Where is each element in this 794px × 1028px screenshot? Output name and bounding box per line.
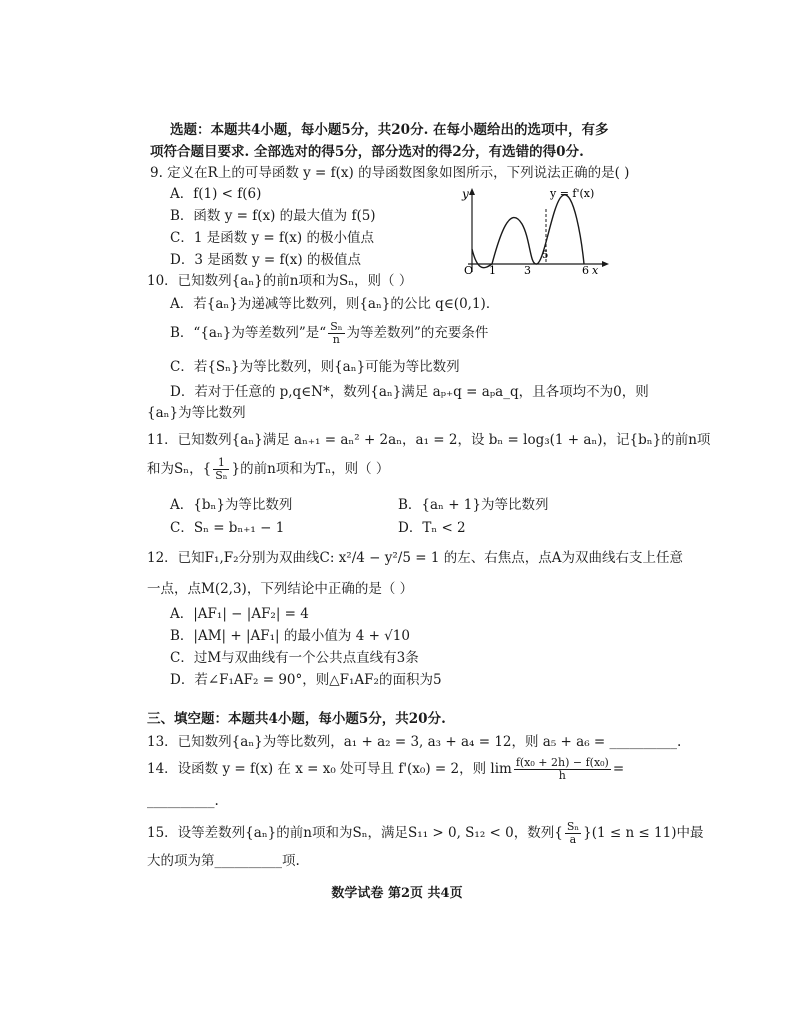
q10-option-a: A．若{aₙ}为递减等比数列，则{aₙ}的公比 q∈(0,1)． [170, 296, 500, 312]
q12-option-a: A．|AF₁| − |AF₂| = 4 [170, 606, 309, 622]
graph-tick-1: 1 [489, 264, 496, 277]
q9-option-c: C．1 是函数 y = f(x) 的极小值点 [170, 230, 374, 246]
q11-stem-line1: 11．已知数列{aₙ}满足 aₙ₊₁ = aₙ² + 2aₙ，a₁ = 2，设 bₙ = log₃(1 + aₙ)，记{bₙ}的前n项 [147, 432, 711, 448]
q14-answer-blank: __________. [147, 793, 219, 809]
q14-post: = [612, 761, 625, 777]
q11-stem-line2 [147, 454, 389, 484]
q12-option-d: D．若∠F₁AF₂ = 90°，则△F₁AF₂的面积为5 [170, 672, 442, 688]
q13-text: 13．已知数列{aₙ}为等比数列，a₁ + a₂ = 3, a₃ + a₄ = 12，则 a₅ + a₆ = __________. [147, 734, 682, 750]
q10-b-post: 为等差数列”的充要条件 [346, 325, 489, 341]
x-axis-arrow [602, 261, 609, 267]
q9-stem: 9. 定义在R上的可导函数 y = f(x) 的导函数图象如图所示，下列说法正确的是( ) [150, 165, 630, 181]
q11-fraction [213, 457, 229, 482]
q11-den: Sₙ [215, 469, 228, 482]
section3-header: 三、填空题：本题共4小题，每小题5分，共20分. [147, 711, 446, 727]
q11-option-c: C．Sₙ = bₙ₊₁ − 1 [170, 520, 285, 536]
derivative-graph [460, 184, 610, 280]
q15-fraction [565, 821, 581, 846]
q10-b-pre: B．“{aₙ}为等差数列”是“ [170, 325, 327, 341]
q15-post: }(1 ≤ n ≤ 11)中最 [583, 825, 704, 841]
q10-option-c: C．若{Sₙ}为等比数列，则{aₙ}可能为等比数列 [170, 359, 460, 375]
q14-fraction [514, 757, 611, 782]
q12-stem-line2: 一点，点M(2,3)，下列结论中正确的是（ ） [147, 581, 414, 597]
q14-num: f(x₀ + 2h) − f(x₀) [515, 756, 609, 769]
section-header-line1: 选题：本题共4小题，每小题5分，共20分. 在每小题给出的选项中，有多 [170, 122, 609, 138]
q14-pre: 14．设函数 y = f(x) 在 x = x₀ 处可导且 f'(x₀) = 2，则 lim [147, 761, 512, 777]
page-footer: 数学试卷 第2页 共4页 [331, 886, 463, 901]
graph-curve-label: y = f'(x) [550, 187, 595, 200]
q14-den: h [558, 769, 566, 782]
q9-option-a: A．f(1) < f(6) [170, 186, 262, 202]
q10-option-b [170, 318, 488, 348]
graph-tick-3: 3 [524, 264, 531, 277]
q10-option-d-line2: {aₙ}为等比数列 [147, 405, 246, 421]
q11-stem2-pre: 和为Sₙ，{ [147, 461, 212, 477]
graph-y-label: y [462, 187, 469, 201]
q9-option-d: D．3 是函数 y = f(x) 的极值点 [170, 252, 361, 268]
q15-num: Sₙ [566, 820, 580, 833]
q10-b-num: Sₙ [330, 320, 343, 333]
q11-num: 1 [213, 457, 229, 470]
q15-den: a [569, 833, 577, 846]
q12-stem-line1: 12．已知F₁,F₂分别为双曲线C: x²/4 − y²/5 = 1 的左、右焦点，点A为双曲线右支上任意 [147, 550, 683, 566]
section-header-line2: 项符合题目要求. 全部选对的得5分，部分选对的得2分，有选错的得0分. [150, 144, 584, 160]
graph-tick-6: 6 [582, 264, 589, 277]
q11-option-d: D．Tₙ < 2 [398, 520, 466, 536]
q11-option-b: B．{aₙ + 1}为等比数列 [398, 497, 549, 513]
q10-b-fraction [328, 321, 344, 346]
q15-line2: 大的项为第__________项. [147, 853, 300, 869]
q12-option-c: C．过M与双曲线有一个公共点直线有3条 [170, 650, 419, 666]
q9-option-b: B．函数 y = f(x) 的最大值为 f(5) [170, 208, 376, 224]
q11-option-a: A．{bₙ}为等比数列 [170, 497, 293, 513]
q15-line1 [147, 818, 703, 848]
graph-tick-5: 5 [542, 250, 549, 261]
q12-option-b: B．|AM| + |AF₁| 的最小值为 4 + √10 [170, 628, 410, 644]
q10-option-d-line1: D．若对于任意的 p,q∈N*，数列{aₙ}满足 aₚ₊q = aₚa_q，且各项均不为0，则 [170, 384, 649, 400]
q15-pre: 15．设等差数列{aₙ}的前n项和为Sₙ，满足S₁₁ > 0, S₁₂ < 0，数列{ [147, 825, 563, 841]
derivative-curve [472, 195, 584, 268]
q14-line1 [147, 752, 624, 786]
q10-b-den: n [332, 333, 340, 346]
graph-x-label: x [592, 264, 599, 277]
q10-stem: 10．已知数列{aₙ}的前n项和为Sₙ，则（ ） [147, 273, 413, 289]
y-axis-arrow [469, 188, 475, 195]
graph-origin: O [464, 264, 474, 277]
q11-stem2-post: }的前n项和为Tₙ，则（ ） [231, 461, 390, 477]
